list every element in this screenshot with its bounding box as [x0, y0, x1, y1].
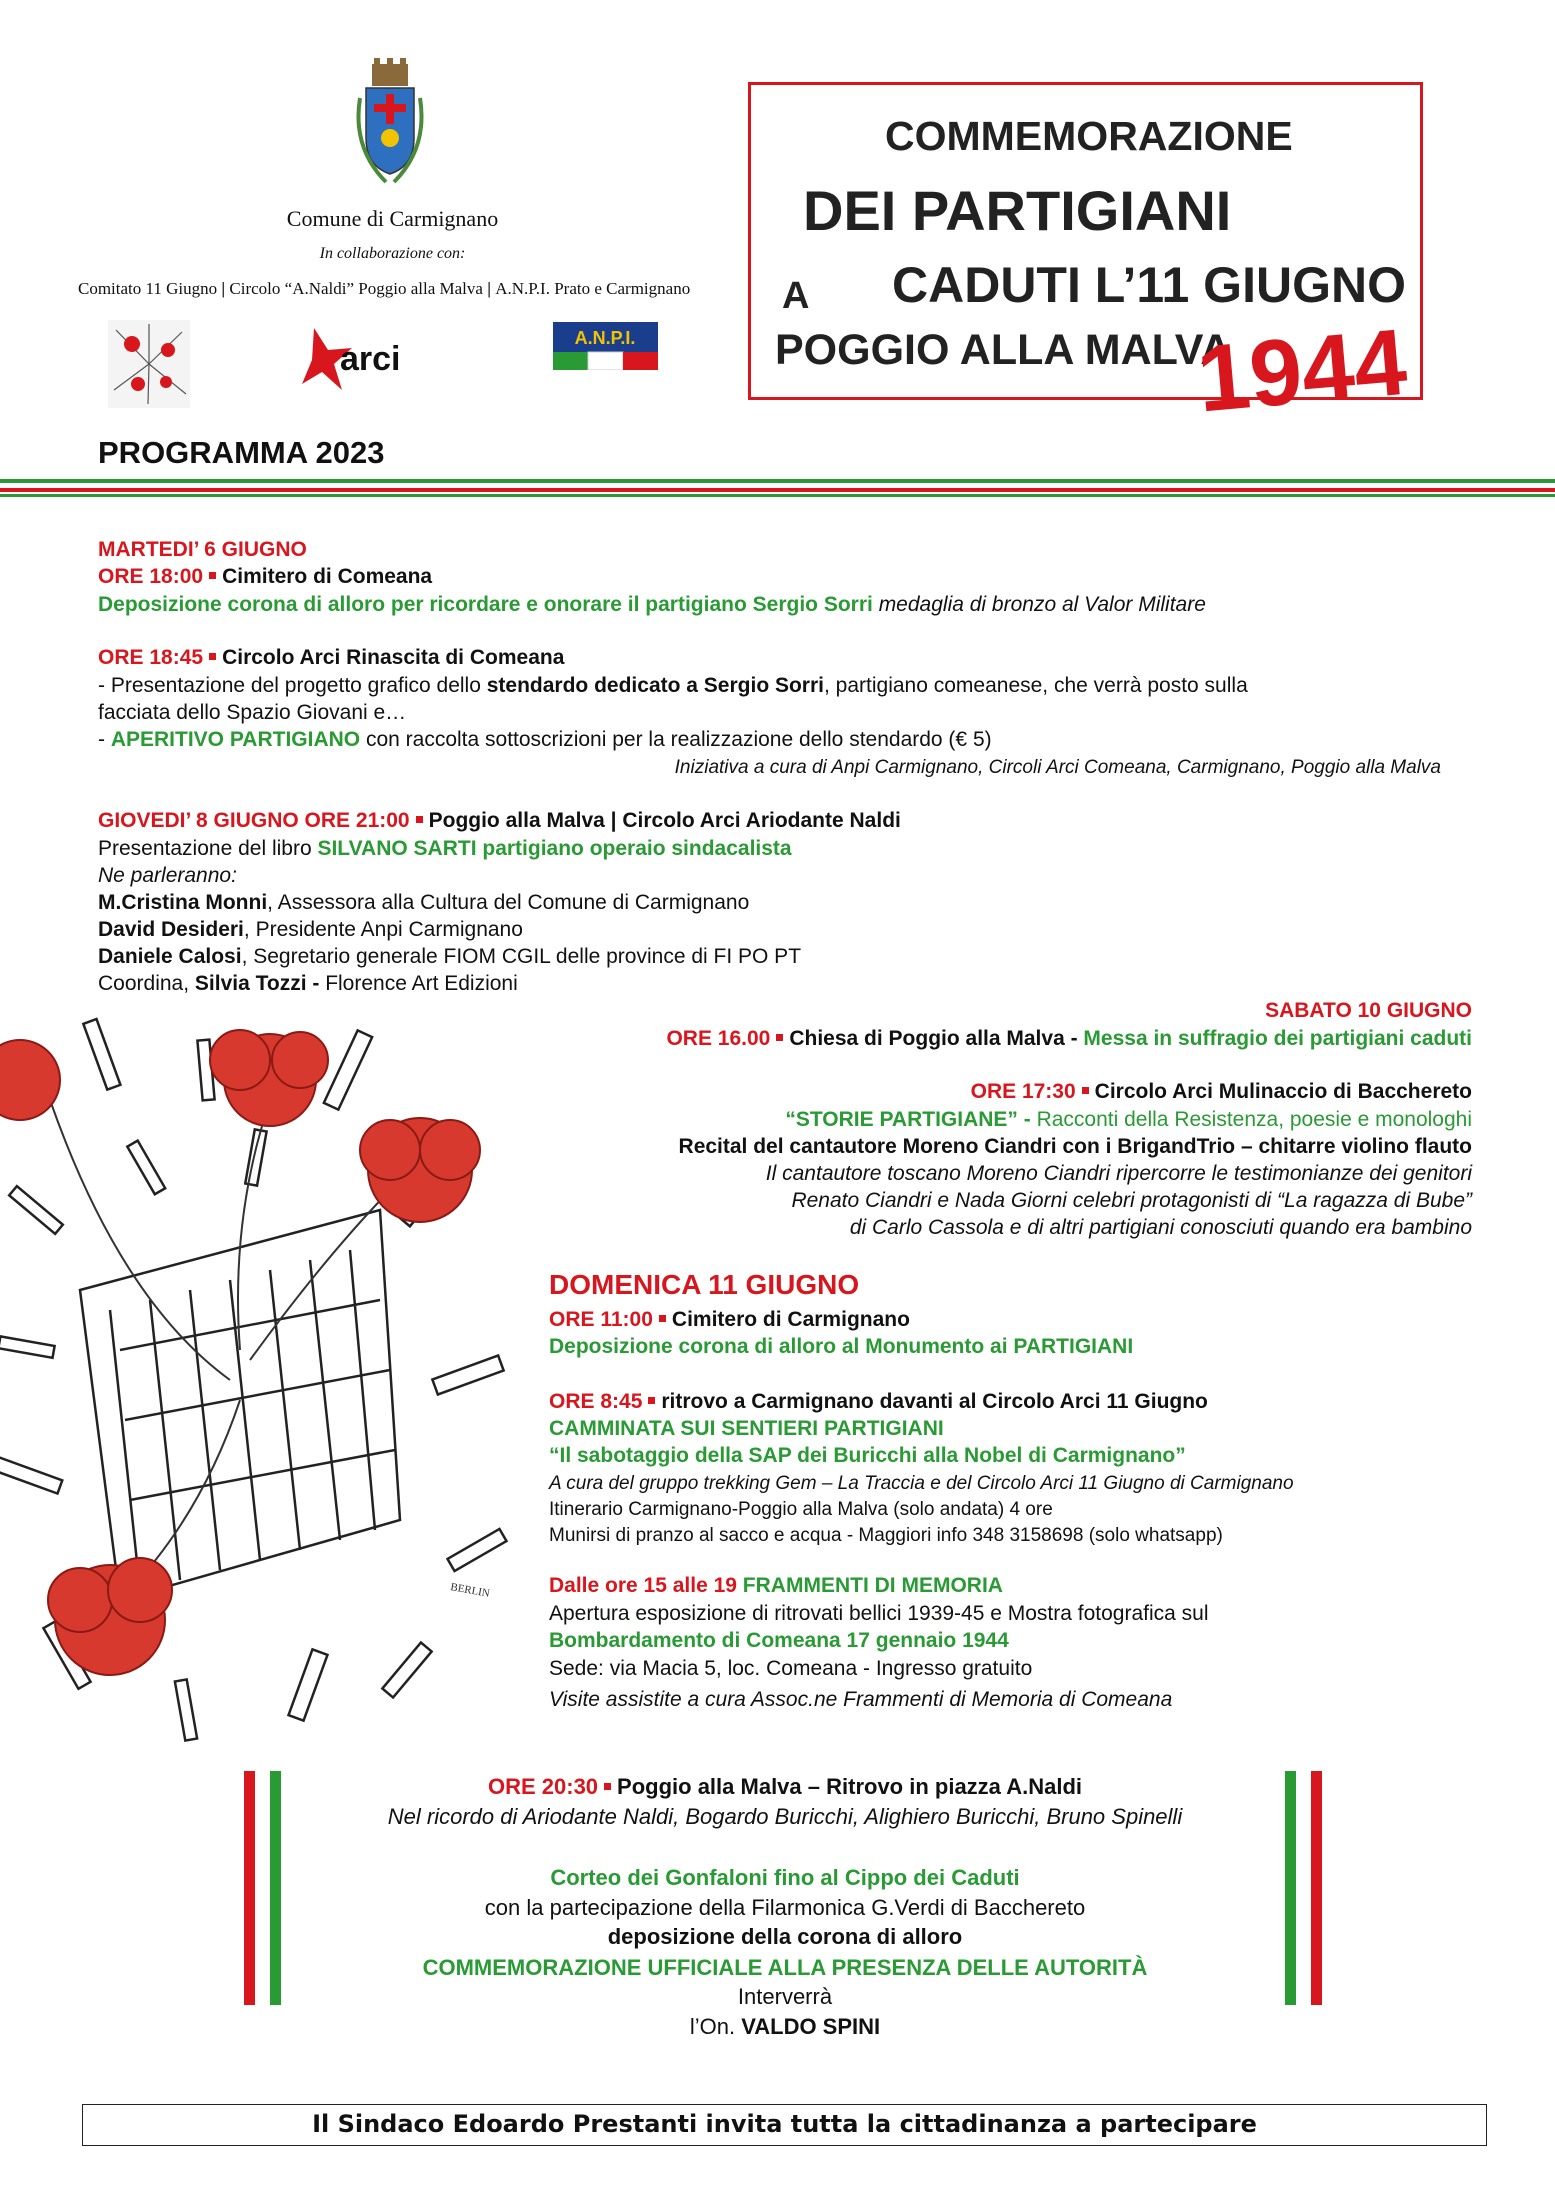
carnations-illustration [0, 1000, 560, 1790]
bullet-square-icon [659, 1315, 666, 1322]
tue-e1-time: ORE 18:00 [98, 565, 204, 588]
comitato-logo [108, 320, 190, 408]
sun-e2 [549, 1388, 1208, 1415]
tue-e1-desc-line [98, 591, 1206, 618]
thu-day: GIOVEDI’ 8 GIUGNO ORE 21:00 [98, 809, 410, 832]
thu-p4 [98, 970, 518, 997]
sun-e2-place: ritrovo a Carmignano davanti al Circolo Arci 11 Giugno [661, 1390, 1208, 1413]
title-a: A [782, 275, 810, 317]
sat-e2-l1b: Racconti della Resistenza, poesie e monologhi [1036, 1108, 1472, 1131]
partner-anpi: A.N.P.I. Prato e Carmignano [495, 279, 691, 298]
eve-l4: deposizione della corona di alloro [607, 1924, 963, 1949]
sun-e2-l1: CAMMINATA SUI SENTIERI PARTIGIANI [549, 1417, 944, 1440]
bullet-square-icon [416, 816, 423, 823]
eve-l7 [255, 2012, 1315, 2042]
thu-place: Poggio alla Malva | Circolo Arci Ariodante Naldi [428, 809, 901, 832]
sun-e3-l3: Sede: via Macia 5, loc. Comeana - Ingresso gratuito [549, 1657, 1033, 1680]
tue-e2 [98, 644, 564, 671]
sat-e2-place: Circolo Arci Mulinaccio di Bacchereto [1094, 1080, 1472, 1103]
sat-e1 [666, 1025, 1472, 1052]
sun-e3-l1: Apertura esposizione di ritrovati bellici 1939-45 e Mostra fotografica sul [549, 1602, 1209, 1625]
title-line3: CADUTI L’11 GIUGNO [892, 257, 1406, 313]
eve-l7a: l’On. [689, 2014, 742, 2039]
thu-p4-role: Florence Art Edizioni [325, 972, 518, 995]
sat-e2 [971, 1078, 1472, 1105]
sat-e2-l3: Il cantautore toscano Moreno Ciandri ripercorre le testimonianze dei genitori [765, 1162, 1472, 1185]
thu-l1 [98, 835, 792, 862]
sun-e2-l4: Itinerario Carmignano-Poggio alla Malva (solo andata) 4 ore [549, 1499, 1053, 1520]
anpi-logo [553, 322, 658, 370]
sun-e2-l2: “Il sabotaggio della SAP dei Buricchi alla Nobel di Carmignano” [549, 1444, 1186, 1467]
sat-day: SABATO 10 GIUGNO [1265, 999, 1472, 1022]
tue-day: MARTEDI’ 6 GIUGNO [98, 538, 307, 561]
flag-bar-red [0, 488, 1555, 492]
tue-e2-l1c: , partigiano comeanese, che verrà posto sulla [824, 674, 1248, 697]
tue-e2-l3b: APERITIVO PARTIGIANO [110, 728, 361, 751]
footer-text: Il Sindaco Edoardo Prestanti invita tutta la cittadinanza a partecipare [312, 2110, 1257, 2138]
eve-l1: Nel ricordo di Ariodante Naldi, Bogardo Buricchi, Alighiero Buricchi, Bruno Spinelli [387, 1804, 1183, 1829]
thu-l1b: SILVANO SARTI partigiano operaio sindacalista [317, 837, 792, 860]
tue-e2-l3c: con raccolta sottoscrizioni per la realizzazione dello stendardo (€ 5) [360, 728, 992, 751]
tue-e2-l3a: - [98, 728, 111, 751]
tue-e1-desc: Deposizione corona di alloro per ricordare e onorare il partigiano Sergio Sorri [98, 593, 873, 616]
sat-e1-desc: Messa in suffragio dei partigiani caduti [1083, 1027, 1472, 1050]
sun-e2-l3: A cura del gruppo trekking Gem – La Traccia e del Circolo Arci 11 Giugno di Carmignano [549, 1473, 1294, 1494]
partners-line: Comitato 11 Giugno | Circolo “A.Naldi” Poggio alla Malva | A.N.P.I. Prato e Carmignano [78, 279, 691, 298]
thu-p3-role: , Segretario generale FIOM CGIL delle province di FI PO PT [241, 945, 802, 968]
thu-p4-name: Silvia Tozzi - [194, 972, 326, 995]
tue-e2-l4: Iniziativa a cura di Anpi Carmignano, Circoli Arci Comeana, Carmignano, Poggio alla Malva [674, 757, 1441, 778]
tue-e2-l3 [98, 726, 992, 753]
tue-e1-desc-italic: medaglia di bronzo al Valor Militare [878, 593, 1206, 616]
sat-e2-l1 [785, 1106, 1472, 1133]
sat-e1-time: ORE 16.00 [666, 1027, 771, 1050]
sat-e2-l2: Recital del cantautore Moreno Ciandri con i BrigandTrio – chitarre violino flauto [678, 1135, 1472, 1158]
bullet-square-icon [648, 1397, 655, 1404]
thu-p2-name: David Desideri [98, 918, 244, 941]
bullet-square-icon [209, 572, 216, 579]
sat-e2-time: ORE 17:30 [970, 1080, 1076, 1103]
anpi-logo-text: A.N.P.I. [574, 328, 636, 348]
eve-time: ORE 20:30 [487, 1774, 599, 1799]
collab-label: In collaborazione con: [319, 245, 466, 262]
thu-p1-name: M.Cristina Monni [98, 891, 268, 914]
sun-e3 [549, 1572, 1003, 1599]
sun-e3-time: Dalle ore 15 alle 19 [549, 1574, 743, 1597]
partner-comitato: Comitato 11 Giugno [78, 279, 218, 298]
sun-e2-l5: Munirsi di pranzo al sacco e acqua - Maggiori info 348 3158698 (solo whatsapp) [549, 1525, 1223, 1546]
eve-l5: COMMEMORAZIONE UFFICIALE ALLA PRESENZA DELLE AUTORITÀ [422, 1955, 1148, 1980]
title-line4: POGGIO ALLA MALVA [775, 326, 1232, 374]
eve-head [255, 1772, 1315, 1802]
thu-p2 [98, 916, 523, 943]
arci-logo-text: arci [340, 340, 401, 378]
eve-l6: Interverrà [737, 1984, 833, 2009]
eve-l3: con la partecipazione della Filarmonica G.Verdi di Bacchereto [484, 1895, 1086, 1920]
title-line1: COMMEMORAZIONE [885, 113, 1293, 159]
thu-p2-role: , Presidente Anpi Carmignano [243, 918, 523, 941]
tue-e1 [98, 563, 432, 590]
sun-e3-l2: Bombardamento di Comeana 17 gennaio 1944 [549, 1629, 1009, 1652]
sun-e3-l4: Visite assistite a cura Assoc.ne Frammenti di Memoria di Comeana [549, 1688, 1173, 1711]
arci-logo [300, 320, 415, 400]
sat-e2-l1a: “STORIE PARTIGIANE” - [785, 1108, 1037, 1131]
sun-e2-time: ORE 8:45 [549, 1390, 643, 1413]
svg-text:BERLIN: BERLIN [449, 1581, 491, 1600]
title-year: 1944 [1193, 308, 1411, 432]
thu-p3-name: Daniele Calosi [98, 945, 242, 968]
tue-e2-l1a: - Presentazione del progetto grafico dello [98, 674, 487, 697]
bullet-square-icon [776, 1034, 783, 1041]
thu-p1-role: , Assessora alla Cultura del Comune di Carmignano [267, 891, 750, 914]
sat-e2-l4: Renato Ciandri e Nada Giorni celebri protagonisti di “La ragazza di Bube” [791, 1189, 1472, 1212]
eve-place: Poggio alla Malva – Ritrovo in piazza A.Naldi [617, 1774, 1082, 1799]
sun-e1-desc: Deposizione corona di alloro al Monumento ai PARTIGIANI [549, 1335, 1134, 1358]
title-line2: DEI PARTIGIANI [803, 179, 1232, 242]
sun-e3-title: FRAMMENTI DI MEMORIA [742, 1574, 1003, 1597]
tue-e2-place: Circolo Arci Rinascita di Comeana [222, 646, 565, 669]
tue-e2-l1 [98, 672, 1248, 699]
tue-e1-place: Cimitero di Comeana [222, 565, 433, 588]
thu-p1 [98, 889, 749, 916]
thu-p3 [98, 943, 801, 970]
tue-e2-l1b: stendardo dedicato a Sergio Sorri [486, 674, 824, 697]
programma-title: PROGRAMMA 2023 [98, 435, 385, 470]
coat-of-arms-logo [350, 58, 430, 190]
comune-name: Comune di Carmignano [286, 206, 499, 231]
sat-e2-l5: di Carlo Cassola e di altri partigiani conosciuti quando era bambino [849, 1216, 1472, 1239]
thu-l2: Ne parleranno: [98, 864, 237, 887]
bullet-square-icon [604, 1783, 611, 1790]
thu-head [98, 807, 901, 834]
bullet-square-icon [209, 653, 216, 660]
tue-e2-time: ORE 18:45 [98, 646, 204, 669]
partner-circolo: Circolo “A.Naldi” Poggio alla Malva [229, 279, 483, 298]
thu-p4a: Coordina, [98, 972, 195, 995]
thu-l1a: Presentazione del libro [98, 837, 318, 860]
eve-l7b: VALDO SPINI [741, 2014, 881, 2039]
flag-bar-green-2 [0, 494, 1555, 497]
sun-e1 [549, 1306, 910, 1333]
bullet-square-icon [1082, 1087, 1089, 1094]
sun-e1-place: Cimitero di Carmignano [671, 1308, 910, 1331]
sun-day: DOMENICA 11 GIUGNO [549, 1269, 860, 1300]
sat-e1-place: Chiesa di Poggio alla Malva - [789, 1027, 1084, 1050]
tue-e2-l2: facciata dello Spazio Giovani e… [98, 701, 407, 724]
eve-l2: Corteo dei Gonfaloni fino al Cippo dei Caduti [550, 1865, 1020, 1890]
sun-e1-time: ORE 11:00 [549, 1308, 653, 1331]
